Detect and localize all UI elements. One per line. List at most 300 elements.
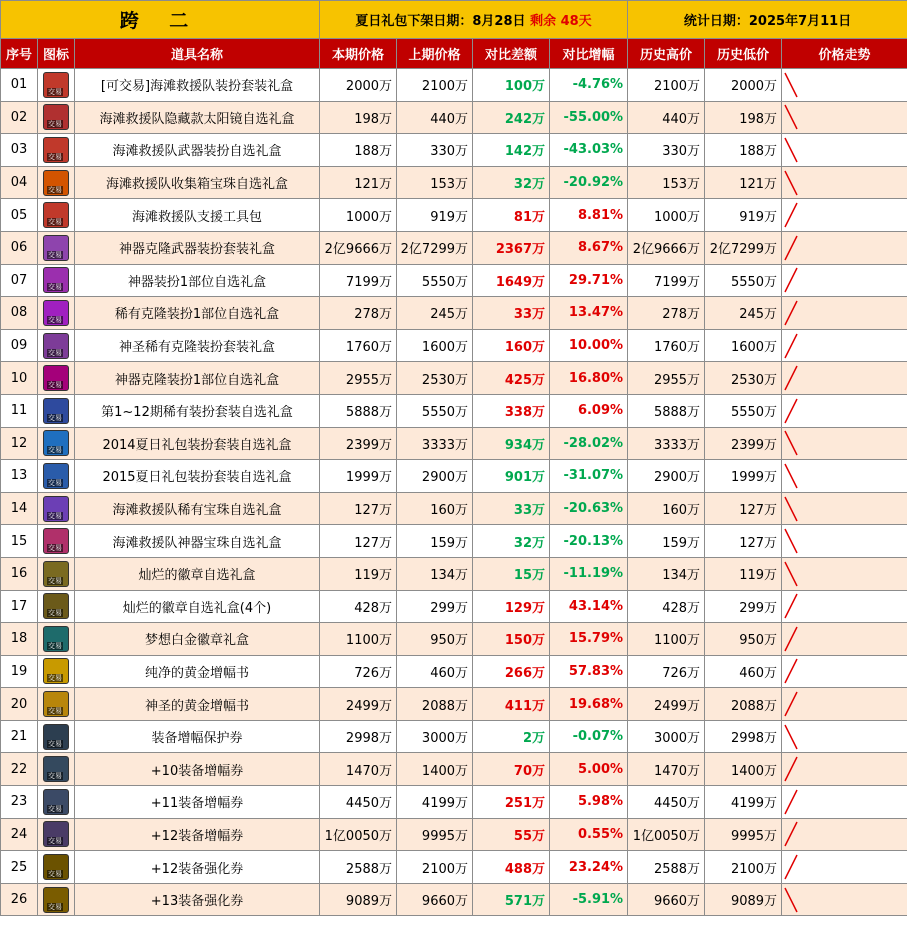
current-price: 2399万 [320,427,397,460]
historic-high: 3000万 [628,720,705,753]
current-price: 9089万 [320,883,397,916]
item-icon-cell [38,623,75,656]
price-difference: 266万 [473,655,550,688]
price-change-percent: 13.47% [550,297,628,330]
historic-high: 1760万 [628,329,705,362]
price-trend-line [782,200,802,230]
tradeable-tag: 交易 [48,446,62,455]
tradeable-tag: 交易 [48,315,62,324]
table-row [1,199,907,232]
historic-low: 5550万 [705,394,782,427]
delist-notice [320,1,628,39]
table-row [1,166,907,199]
trend-segment [785,73,797,97]
tradeable-tag: 交易 [48,804,62,813]
table-row [1,753,907,786]
historic-low: 245万 [705,297,782,330]
table-row [1,557,907,590]
price-change-percent: 10.00% [550,329,628,362]
historic-low: 1400万 [705,753,782,786]
tradeable-tag: 交易 [48,87,62,96]
item-icon [43,104,69,130]
trend-segment [785,431,797,455]
price-trend-line [782,331,802,361]
item-icon-cell [38,362,75,395]
row-number: 19 [1,655,38,688]
trend-segment [785,399,797,423]
price-trend-line [782,819,802,849]
trend-segment [785,105,797,129]
price-change-percent: -31.07% [550,460,628,493]
table-row [1,851,907,884]
row-number: 20 [1,688,38,721]
table-row [1,297,907,330]
row-number: 22 [1,753,38,786]
tradeable-tag: 交易 [48,641,62,650]
days-remaining: 剩余 48天 [530,14,592,29]
tradeable-tag: 交易 [48,870,62,879]
previous-price: 5550万 [397,264,473,297]
item-name: 海滩救援队收集箱宝珠自选礼盒 [75,166,320,199]
current-price: 188万 [320,134,397,167]
current-price: 1亿0050万 [320,818,397,851]
price-difference: 934万 [473,427,550,460]
historic-low: 2088万 [705,688,782,721]
historic-high: 5888万 [628,394,705,427]
current-price: 121万 [320,166,397,199]
row-number: 08 [1,297,38,330]
table-row [1,623,907,656]
price-difference: 32万 [473,166,550,199]
item-icon-cell [38,134,75,167]
current-price: 1100万 [320,623,397,656]
trend-segment [785,659,797,683]
price-difference: 150万 [473,623,550,656]
row-number: 12 [1,427,38,460]
tradeable-tag: 交易 [48,152,62,161]
table-row [1,786,907,819]
item-icon-cell [38,69,75,102]
historic-high: 2955万 [628,362,705,395]
row-number: 06 [1,231,38,264]
price-trend-cell [782,786,907,819]
item-icon [43,756,69,782]
previous-price: 9995万 [397,818,473,851]
historic-low: 2530万 [705,362,782,395]
trend-segment [785,855,797,879]
price-trend-line [782,689,802,719]
historic-low: 2亿7299万 [705,231,782,264]
price-difference: 571万 [473,883,550,916]
price-trend-line [782,70,802,100]
table-row [1,688,907,721]
price-trend-line [782,591,802,621]
row-number: 26 [1,883,38,916]
item-icon [43,463,69,489]
trend-segment [785,171,797,195]
price-trend-line [782,461,802,491]
price-trend-line [782,754,802,784]
table-row [1,525,907,558]
trend-segment [785,497,797,521]
item-icon [43,300,69,326]
item-icon [43,789,69,815]
price-trend-cell [782,134,907,167]
row-number: 17 [1,590,38,623]
historic-low: 2000万 [705,69,782,102]
current-price: 2000万 [320,69,397,102]
price-trend-cell [782,655,907,688]
price-trend-cell [782,623,907,656]
stat-date: 统计日期：2025年7月11日 [628,1,907,39]
tradeable-tag: 交易 [48,674,62,683]
col-header-current-price: 本期价格 [320,39,397,69]
historic-high: 1470万 [628,753,705,786]
item-icon [43,724,69,750]
item-name: 灿烂的徽章自选礼盒 [75,557,320,590]
trend-segment [785,203,797,227]
trend-segment [785,822,797,846]
table-row [1,362,907,395]
price-difference: 901万 [473,460,550,493]
item-name: +12装备强化券 [75,851,320,884]
trend-segment [785,334,797,358]
price-change-percent: 5.98% [550,786,628,819]
previous-price: 4199万 [397,786,473,819]
tradeable-tag: 交易 [48,250,62,259]
price-change-percent: -43.03% [550,134,628,167]
previous-price: 440万 [397,101,473,134]
col-header-previous-price: 上期价格 [397,39,473,69]
row-number: 03 [1,134,38,167]
item-icon-cell [38,720,75,753]
table-row [1,264,907,297]
price-difference: 129万 [473,590,550,623]
historic-low: 299万 [705,590,782,623]
price-trend-cell [782,851,907,884]
price-trend-cell [782,753,907,786]
historic-high: 134万 [628,557,705,590]
previous-price: 2亿7299万 [397,231,473,264]
item-icon [43,137,69,163]
trend-segment [785,562,797,586]
trend-segment [785,268,797,292]
previous-price: 919万 [397,199,473,232]
previous-price: 5550万 [397,394,473,427]
historic-high: 2499万 [628,688,705,721]
trend-segment [785,138,797,162]
row-number: 07 [1,264,38,297]
previous-price: 3000万 [397,720,473,753]
price-trend-cell [782,199,907,232]
item-icon-cell [38,753,75,786]
item-icon-cell [38,655,75,688]
col-header-historic-high: 历史高价 [628,39,705,69]
trend-segment [785,888,797,912]
row-number: 16 [1,557,38,590]
price-trend-cell [782,590,907,623]
current-price: 127万 [320,492,397,525]
item-icon-cell [38,786,75,819]
region-title: 跨 二 [1,1,320,39]
item-icon-cell [38,525,75,558]
item-name: 第1~12期稀有装扮套装自选礼盒 [75,394,320,427]
historic-high: 1100万 [628,623,705,656]
item-icon [43,528,69,554]
col-header-no: 序号 [1,39,38,69]
price-difference: 55万 [473,818,550,851]
current-price: 1470万 [320,753,397,786]
historic-low: 2998万 [705,720,782,753]
price-trend-cell [782,101,907,134]
current-price: 428万 [320,590,397,623]
price-trend-line [782,526,802,556]
col-header-difference: 对比差额 [473,39,550,69]
previous-price: 2100万 [397,851,473,884]
item-icon [43,593,69,619]
price-trend-cell [782,492,907,525]
historic-low: 919万 [705,199,782,232]
historic-high: 440万 [628,101,705,134]
price-difference: 242万 [473,101,550,134]
price-difference: 425万 [473,362,550,395]
item-icon [43,170,69,196]
price-trend-cell [782,166,907,199]
price-change-percent: -4.76% [550,69,628,102]
item-name: 海滩救援队稀有宝珠自选礼盒 [75,492,320,525]
historic-low: 4199万 [705,786,782,819]
price-change-percent: -11.19% [550,557,628,590]
price-trend-line [782,363,802,393]
price-change-percent: -0.07% [550,720,628,753]
previous-price: 134万 [397,557,473,590]
item-icon [43,430,69,456]
item-icon-cell [38,427,75,460]
table-row [1,883,907,916]
item-icon-cell [38,557,75,590]
price-trend-cell [782,525,907,558]
item-name: 神圣的黄金增幅书 [75,688,320,721]
price-trend-line [782,265,802,295]
price-difference: 160万 [473,329,550,362]
historic-low: 127万 [705,525,782,558]
price-trend-line [782,428,802,458]
row-number: 25 [1,851,38,884]
price-trend-line [782,168,802,198]
row-number: 01 [1,69,38,102]
item-icon-cell [38,492,75,525]
item-name: 2014夏日礼包装扮套装自选礼盒 [75,427,320,460]
tradeable-tag: 交易 [48,902,62,911]
row-number: 02 [1,101,38,134]
item-icon [43,854,69,880]
trend-segment [785,692,797,716]
item-name: 神器克隆武器装扮套装礼盒 [75,231,320,264]
price-change-percent: 57.83% [550,655,628,688]
row-number: 10 [1,362,38,395]
current-price: 278万 [320,297,397,330]
previous-price: 3333万 [397,427,473,460]
price-trend-line [782,135,802,165]
item-icon [43,691,69,717]
tradeable-tag: 交易 [48,413,62,422]
price-change-percent: 29.71% [550,264,628,297]
item-icon-cell [38,851,75,884]
price-change-percent: 0.55% [550,818,628,851]
table-row [1,329,907,362]
item-name: +13装备强化券 [75,883,320,916]
historic-high: 428万 [628,590,705,623]
item-icon-cell [38,688,75,721]
item-icon-cell [38,166,75,199]
price-trend-cell [782,818,907,851]
tradeable-tag: 交易 [48,185,62,194]
item-name: +12装备增幅券 [75,818,320,851]
price-change-percent: -55.00% [550,101,628,134]
price-difference: 70万 [473,753,550,786]
item-name: 海滩救援队武器装扮自选礼盒 [75,134,320,167]
historic-high: 2亿9666万 [628,231,705,264]
col-header-name: 道具名称 [75,39,320,69]
tradeable-tag: 交易 [48,837,62,846]
historic-high: 278万 [628,297,705,330]
item-icon-cell [38,460,75,493]
tradeable-tag: 交易 [48,576,62,585]
item-icon [43,235,69,261]
price-difference: 2万 [473,720,550,753]
table-row [1,655,907,688]
previous-price: 245万 [397,297,473,330]
item-name: 神器克隆装扮1部位自选礼盒 [75,362,320,395]
item-name: 梦想白金徽章礼盒 [75,623,320,656]
item-icon-cell [38,297,75,330]
historic-low: 2100万 [705,851,782,884]
price-difference: 32万 [473,525,550,558]
historic-high: 7199万 [628,264,705,297]
item-name: 2015夏日礼包装扮套装自选礼盒 [75,460,320,493]
trend-segment [785,236,797,260]
price-trend-line [782,298,802,328]
table-row [1,460,907,493]
item-icon [43,821,69,847]
historic-high: 1000万 [628,199,705,232]
table-row [1,134,907,167]
historic-low: 9995万 [705,818,782,851]
current-price: 2588万 [320,851,397,884]
previous-price: 1400万 [397,753,473,786]
item-icon-cell [38,264,75,297]
item-icon-cell [38,329,75,362]
price-trend-cell [782,69,907,102]
price-trend-line [782,656,802,686]
row-number: 04 [1,166,38,199]
historic-high: 2100万 [628,69,705,102]
row-number: 13 [1,460,38,493]
historic-high: 159万 [628,525,705,558]
previous-price: 299万 [397,590,473,623]
banner-row [1,1,907,39]
tradeable-tag: 交易 [48,511,62,520]
price-trend-line [782,624,802,654]
price-change-percent: 6.09% [550,394,628,427]
table-row [1,720,907,753]
price-trend-cell [782,427,907,460]
tradeable-tag: 交易 [48,772,62,781]
tradeable-tag: 交易 [48,218,62,227]
current-price: 127万 [320,525,397,558]
current-price: 119万 [320,557,397,590]
row-number: 18 [1,623,38,656]
tradeable-tag: 交易 [48,381,62,390]
price-difference: 33万 [473,297,550,330]
item-name: [可交易]海滩救援队装扮套装礼盒 [75,69,320,102]
item-icon-cell [38,883,75,916]
price-trend-line [782,559,802,589]
historic-low: 1600万 [705,329,782,362]
item-icon [43,658,69,684]
delist-date: 夏日礼包下架日期：8月28日 [355,14,526,29]
trend-segment [785,627,797,651]
price-trend-line [782,787,802,817]
price-trend-cell [782,264,907,297]
price-trend-line [782,494,802,524]
item-name: 神圣稀有克隆装扮套装礼盒 [75,329,320,362]
historic-low: 121万 [705,166,782,199]
item-name: 神器装扮1部位自选礼盒 [75,264,320,297]
item-icon [43,72,69,98]
price-trend-line [782,102,802,132]
item-icon [43,267,69,293]
current-price: 1000万 [320,199,397,232]
price-trend-cell [782,394,907,427]
price-change-percent: 5.00% [550,753,628,786]
tradeable-tag: 交易 [48,120,62,129]
previous-price: 160万 [397,492,473,525]
price-change-percent: -5.91% [550,883,628,916]
col-header-price-trend: 价格走势 [782,39,907,69]
price-change-percent: -28.02% [550,427,628,460]
price-trend-cell [782,720,907,753]
price-trend-cell [782,362,907,395]
item-icon-cell [38,394,75,427]
price-trend-cell [782,688,907,721]
price-difference: 2367万 [473,231,550,264]
item-icon [43,365,69,391]
trend-segment [785,464,797,488]
price-difference: 488万 [473,851,550,884]
historic-high: 9660万 [628,883,705,916]
tradeable-tag: 交易 [48,283,62,292]
trend-segment [785,790,797,814]
price-change-percent: -20.92% [550,166,628,199]
current-price: 1760万 [320,329,397,362]
historic-high: 3333万 [628,427,705,460]
tradeable-tag: 交易 [48,478,62,487]
price-trend-line [782,852,802,882]
row-number: 15 [1,525,38,558]
previous-price: 2900万 [397,460,473,493]
table-row [1,101,907,134]
historic-low: 950万 [705,623,782,656]
item-icon [43,626,69,652]
table-row [1,427,907,460]
trend-segment [785,301,797,325]
historic-low: 2399万 [705,427,782,460]
price-difference: 411万 [473,688,550,721]
price-trend-cell [782,297,907,330]
price-difference: 142万 [473,134,550,167]
column-header-row [1,39,907,69]
